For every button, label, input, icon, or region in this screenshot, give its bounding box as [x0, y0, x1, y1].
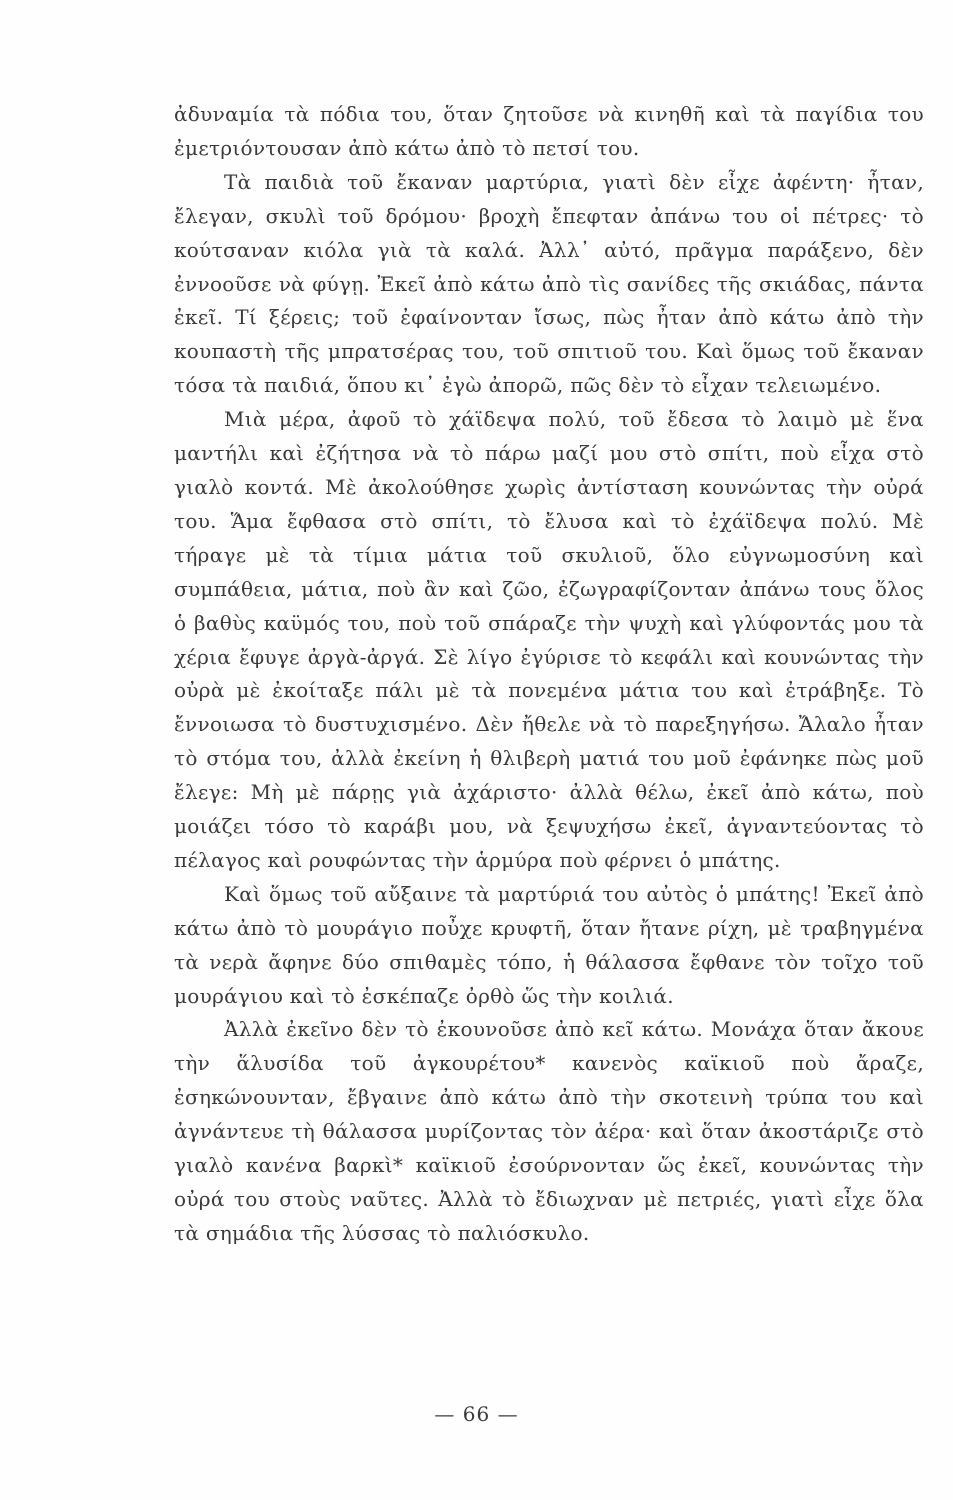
paragraph-3: Μιὰ μέρα, ἀφοῦ τὸ χάϊδεψα πολύ, τοῦ ἔδεσα τὸ λαιμὸ μὲ ἕνα μαντήλι καὶ ἐζήτησα νὰ τὸ πάρω μαζί μου στὸ σπίτι, ποὺ εἶχα στὸ γιαλὸ κοντά. Μὲ ἀκολούθησε χωρὶς ἀντίσταση κουνώντας τὴν οὐρά του. Ἅμα ἔφθασα στὸ σπίτι, τὸ ἔλυσα καὶ τὸ ἐχάϊδεψα πολύ. Μὲ τήραγε μὲ τὰ τίμια μάτια τοῦ σκυλιοῦ, ὅλο εὐγνωμοσύνη καὶ συμπάθεια, μάτια, ποὺ ἂν καὶ ζῶο, ἐζωγραφίζονταν ἀπάνω τους ὅλος ὁ βαθὺς καϋμός του, ποὺ τοῦ σπάραζε τὴν ψυχὴ καὶ γλύφοντάς μου τὰ χέρια ἔφυγε ἀργὰ-ἀργά. Σὲ λίγο ἐγύρισε τὸ κεφάλι καὶ κουνώντας τὴν οὐρὰ μὲ ἐκοίταξε πάλι μὲ τὰ πονεμένα μάτια του καὶ ἐτράβηξε. Τὸ ἔννοιωσα τὸ δυστυχισμένο. Δὲν ἤθελε νὰ τὸ παρεξηγήσω. Ἄλαλο ἦταν τὸ στόμα του, ἀλλὰ ἐκείνη ἡ θλιβερὴ ματιά του μοῦ ἐφάνηκε πὼς μοῦ ἔλεγε: Μὴ μὲ πάρῃς γιὰ ἀχάριστο· ἀλλὰ θέλω, ἐκεῖ ἀπὸ κάτω, ποὺ μοιάζει τόσο τὸ καράβι μου, νὰ ξεψυχήσω ἐκεῖ, ἀγναντεύοντας τὸ πέλαγος καὶ ρουφώντας τὴν ἁρμύρα ποὺ φέρνει ὁ μπάτης. [174, 407, 924, 872]
paragraph-1: ἀδυναμία τὰ πόδια του, ὅταν ζητοῦσε νὰ κινηθῆ καὶ τὰ παγίδια του ἐμετριόντουσαν ἀπὸ κάτω ἀπὸ τὸ πετσί του. [174, 102, 924, 160]
paragraph-4: Καὶ ὅμως τοῦ αὔξαινε τὰ μαρτύριά του αὐτὸς ὁ μπάτης! Ἐκεῖ ἀπὸ κάτω ἀπὸ τὸ μουράγιο ποὖχε κρυφτῆ, ὅταν ἤτανε ρίχη, μὲ τραβηγμένα τὰ νερὰ ἄφηνε δύο σπιθαμὲς τόπο, ἡ θάλασσα ἔφθανε τὸν τοῖχο τοῦ μουράγιου καὶ τὸ ἐσκέπαζε ὀρθὸ ὥς τὴν κοιλιά. [174, 881, 924, 1008]
paragraph-5: Ἀλλὰ ἐκεῖνο δὲν τὸ ἐκουνοῦσε ἀπὸ κεῖ κάτω. Μονάχα ὅταν ἄκουε τὴν ἅλυσίδα τοῦ ἀγκουρέτου* κανενὸς καϊκιοῦ ποὺ ἄραζε, ἐσηκώνουνταν, ἔβγαινε ἀπὸ κάτω ἀπὸ τὴν σκοτεινὴ τρύπα του καὶ ἀγνάντευε τὴ θάλασσα μυρίζοντας τὸν ἀέρα· καὶ ὅταν ἀκοστάριζε στὸ γιαλὸ κανένα βαρκὶ* καϊκιοῦ ἐσούρνονταν ὥς ἐκεῖ, κουνώντας τὴν οὐρά του στοὺς ναῦτες. Ἀλλὰ τὸ ἔδιωχναν μὲ πετριές, γιατὶ εἶχε ὅλα τὰ σημάδια τῆς λύσσας τὸ παλιόσκυλο. [174, 1017, 924, 1245]
body-text [174, 98, 924, 1251]
page-number: — 66 — [434, 1402, 519, 1426]
paragraph-2: Τὰ παιδιὰ τοῦ ἔκαναν μαρτύρια, γιατὶ δὲν εἶχε ἀφέντη· ἦταν, ἔλεγαν, σκυλὶ τοῦ δρόμου· βροχὴ ἔπεφταν ἀπάνω του οἱ πέτρες· τὸ κούτσαναν κιόλα γιὰ τὰ καλά. Ἀλλ᾿ αὐτό, πρᾶγμα παράξενο, δὲν ἐννοοῦσε νὰ φύγῃ. Ἐκεῖ ἀπὸ κάτω ἀπὸ τὶς σανίδες τῆς σκιάδας, πάντα ἐκεῖ. Τί ξέρεις; τοῦ ἐφαίνονταν ἴσως, πὼς ἦταν ἀπὸ κάτω ἀπὸ τὴν κουπαστὴ τῆς μπρατσέρας του, τοῦ σπιτιοῦ του. Καὶ ὅμως τοῦ ἔκαναν τόσα τὰ παιδιά, ὅπου κι᾿ ἐγὼ ἀπορῶ, πῶς δὲν τὸ εἶχαν τελειωμένο. [174, 169, 924, 398]
